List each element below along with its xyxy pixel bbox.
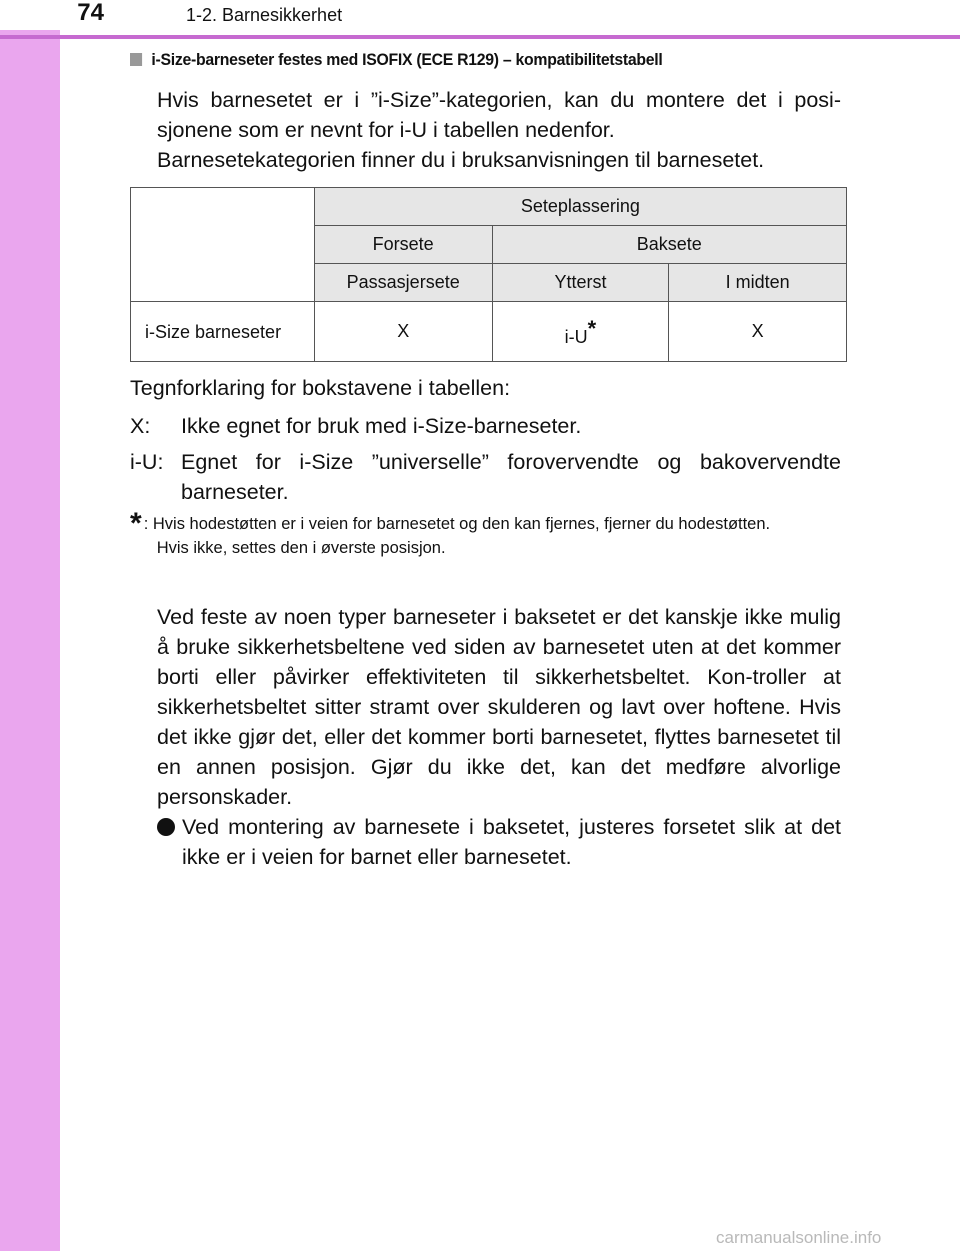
cell-passenger: X [314,302,492,362]
section-heading [130,50,800,70]
compatibility-table [130,187,847,362]
intro-paragraph-1: Hvis barnesetet er i ”i-Size”-kategorien, kan du montere det i posi-sjonene som er nevnt for i-U i tabellen nedenfor. [157,88,841,142]
intro-paragraph-2: Barnesetekategorien finner du i bruksanvisningen til barnesetet. [157,148,765,172]
bullet-text: Ved montering av barnesete i baksetet, justeres forsetet slik at det ikke er i veien for barnet eller barnesetet. [182,815,841,869]
row-label-isize: i-Size barneseter [131,302,315,362]
body-paragraph: Ved feste av noen typer barneseter i baksetet er det kanskje ikke mulig å bruke sikkerhetsbeltene ved siden av barnesetet uten at det kommer borti eller påvirker effektiviteten til sikkerhetsbeltet. Kon-troller at sikkerhetsbeltet sitter stramt over skulderen og lavt over hoftene. Hvis det ikke gjør det, eller det kommer borti barnesetet, flyttes barnesetet til en annen posisjon. Gjør du ikke det, kan det medføre alvorlige personskader. [157,605,841,809]
legend-x-text: Ikke egnet for bruk med i-Size-barneseter. [181,414,582,438]
legend-iu-key: i-U: [130,450,164,474]
header-middle: I midten [669,264,847,302]
header-rule [0,35,960,39]
asterisk-mark: * [587,315,597,341]
legend-iu-text: Egnet for i-Size ”universelle” forovervendte og bakovervendte barneseter. [181,450,841,504]
page-number: 74 [0,0,60,30]
header-passenger-seat: Passasjersete [314,264,492,302]
footnote-text-2: Hvis ikke, settes den i øverste posisjon. [156,539,446,557]
bullet-item [157,812,841,872]
watermark: carmanualsonline.info [716,1228,882,1247]
section-title: 1-2. Barnesikkerhet [186,5,343,25]
square-bullet-icon [130,53,142,66]
legend-x-key: X: [130,414,151,438]
footnote-asterisk: * [130,507,142,540]
header-back-seat: Baksete [492,226,846,264]
legend-intro: Tegnforklaring for bokstavene i tabellen: [130,376,511,400]
header-seat-position: Seteplassering [314,188,846,226]
table-corner-cell [131,188,315,302]
header-outer: Ytterst [492,264,669,302]
cell-middle: X [669,302,847,362]
legend [130,373,841,513]
header-front-seat: Forsete [314,226,492,264]
cell-outer [492,302,669,362]
cell-outer-text: i-U [564,326,588,347]
section-heading-text: i-Size-barneseter festes med ISOFIX (ECE R129) – kompatibilitetstabell [151,50,663,69]
footnote [130,507,841,560]
round-bullet-icon [157,818,175,836]
side-color-band [0,0,60,1251]
footnote-text-1: : Hvis hodestøtten er i veien for barnesetet og den kan fjernes, fjerner du hodestøtten. [143,515,771,533]
intro-text [157,85,841,175]
